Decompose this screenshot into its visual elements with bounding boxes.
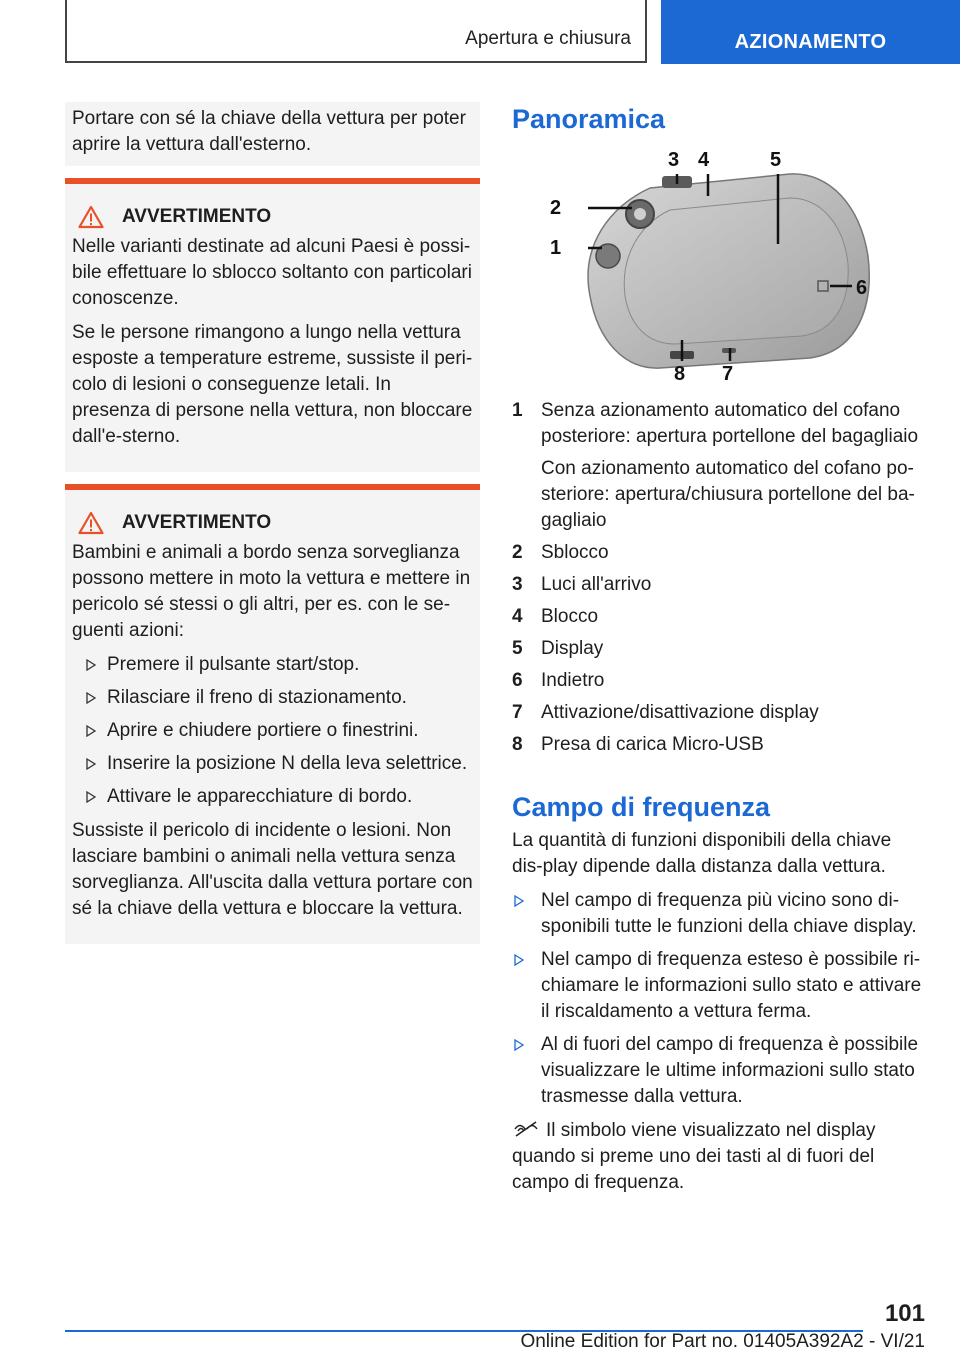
warning-title: AVVERTIMENTO: [72, 204, 474, 230]
list-bullet-triangle-icon: [514, 1039, 524, 1051]
frequency-list: [512, 888, 927, 1110]
left-column: [65, 102, 480, 944]
heading-overview: Panoramica: [512, 104, 666, 134]
figure-label: 6: [856, 277, 868, 299]
warning-title: AVVERTIMENTO: [72, 510, 474, 536]
warning-triangle-icon: [78, 511, 104, 535]
legend-item: 7 Attivazione/disattivazione display: [512, 702, 819, 723]
section-title: Apertura e chiusura: [465, 28, 631, 49]
header-section-box: [65, 0, 647, 63]
list-item: Rilasciare il freno di stazionamento.: [72, 685, 474, 711]
key-display-figure: [540, 146, 900, 386]
list-item: Nel campo di frequenza più vicino sono di-sponibili tutte le funzioni della chiave display.: [512, 888, 927, 940]
intro-text: Portare con sé la chiave della vettura per poter aprire la vettura dall'esterno.: [72, 108, 466, 155]
list-item: Attivare le apparecchiature di bordo.: [72, 784, 474, 810]
body-text: La quantità di funzioni disponibili della chiave dis-play dipende dalla distanza dalla vettura.: [512, 830, 892, 877]
footer-edition: Online Edition for Part no. 01405A392A2 - VI/21: [520, 1331, 925, 1352]
list-bullet-triangle-icon: [514, 954, 524, 966]
warning-list: [72, 652, 474, 810]
legend-item: 1 Senza azionamento automatico del cofano posteriore: apertura portellone del bagagliaio Con azionamento automatico del cofano po-steriore: apertura/chiusura portellone del ba-gagliaio: [512, 400, 919, 531]
warning-paragraph: Nelle varianti destinate ad alcuni Paesi è possi-bile effettuare lo sblocco soltanto con particolari conoscenze.: [72, 236, 472, 309]
warning-paragraph: Bambini e animali a bordo senza sorveglianza possono mettere in moto la vettura e mettere in pericolo sé stessi o gli altri, per es. con le se-guenti azioni:: [72, 542, 471, 641]
legend-item: 4 Blocco: [512, 606, 599, 627]
list-bullet-triangle-icon: [86, 725, 96, 737]
figure-label: 4: [698, 149, 710, 171]
list-bullet-triangle-icon: [86, 758, 96, 770]
list-item: Inserire la posizione N della leva selettrice.: [72, 751, 474, 777]
list-bullet-triangle-icon: [86, 791, 96, 803]
chapter-tab[interactable]: [661, 0, 960, 64]
heading-frequency-range: Campo di frequenza: [512, 792, 771, 822]
warning-paragraph: Sussiste il pericolo di incidente o lesioni. Non lasciare bambini o animali nella vettura senza sorveglianza. All'uscita dalla vettura portare con sé la chiave della vettura e bloccare la vettura.: [72, 820, 473, 919]
symbol-paragraph: Il simbolo viene visualizzato nel display quando si preme uno dei tasti al di fuori del campo di frequenza.: [512, 1120, 876, 1193]
list-bullet-triangle-icon: [86, 659, 96, 671]
page-number: 101: [884, 1300, 925, 1327]
list-bullet-triangle-icon: [86, 692, 96, 704]
list-item: Premere il pulsante start/stop.: [72, 652, 474, 678]
list-item: Nel campo di frequenza esteso è possibile ri-chiamare le informazioni sullo stato e attivare il riscaldamento a vettura ferma.: [512, 947, 927, 1025]
warning-box-2: [65, 484, 480, 944]
out-of-range-signal-icon: [512, 1120, 540, 1138]
right-column: [512, 102, 927, 1196]
legend-item: 6 Indietro: [512, 670, 605, 691]
figure-label: 3: [668, 149, 680, 171]
figure-legend: [512, 398, 927, 758]
list-item: Aprire e chiudere portiere o finestrini.: [72, 718, 474, 744]
legend-item: 2 Sblocco: [512, 542, 609, 563]
legend-item: 8 Presa di carica Micro-USB: [512, 734, 764, 755]
chapter-title: AZIONAMENTO: [734, 31, 887, 53]
display-key-illustration: [540, 146, 900, 386]
figure-label: 2: [550, 197, 562, 219]
warning-paragraph: Se le persone rimangono a lungo nella vettura esposte a temperature estreme, sussiste il peri-colo di lesioni o conseguenze letali. In presenza di persone nella vettura, non bloccare dall'e-sterno.: [72, 322, 473, 447]
warning-box-1: [65, 178, 480, 472]
figure-label: 5: [770, 149, 782, 171]
list-item: Al di fuori del campo di frequenza è possibile visualizzare le ultime informazioni sullo stato trasmesse dalla vettura.: [512, 1032, 927, 1110]
intro-box: [65, 102, 480, 166]
figure-label: 8: [674, 363, 686, 385]
figure-label: 1: [550, 237, 562, 259]
warning-triangle-icon: [78, 205, 104, 229]
list-bullet-triangle-icon: [514, 895, 524, 907]
legend-item: 3 Luci all'arrivo: [512, 574, 652, 595]
legend-item: 5 Display: [512, 638, 604, 659]
figure-label: 7: [722, 363, 734, 385]
